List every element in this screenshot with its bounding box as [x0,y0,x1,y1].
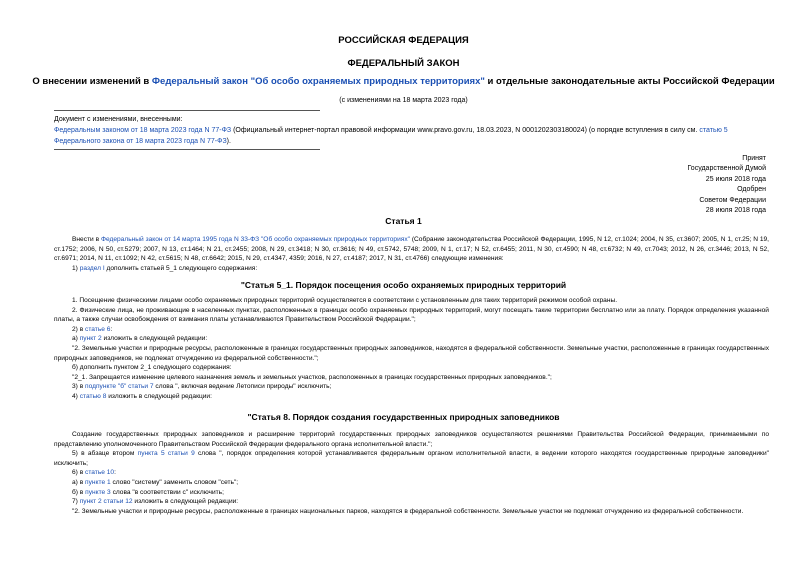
para-land: "2. Земельные участки и природные ресурсы, расположенные в границах государственных природных заповедников, находятся в федеральной собственности. Земельные участки, расположенные в границах государственных природных заповедников, не подлежат отчуждению из федеральной собственности."; [54,344,769,362]
item6b-post: слова "в соответствии с" исключить; [110,488,224,496]
approved-by: Советом Федерации [699,196,766,204]
country-heading: РОССИЙСКАЯ ФЕДЕРАЦИЯ [338,35,469,46]
item5-pre: 5) в абзаце втором [72,450,138,458]
doc-info-link-article[interactable]: статью 5 Федерального закона от 18 марта 2023 года N 77-ФЗ [54,127,728,145]
item1-post: дополнить статьей 5_1 следующего содержания: [104,264,258,272]
law-type-heading: ФЕДЕРАЛЬНЫЙ ЗАКОН [347,58,460,69]
item6b-pre: б) в [72,488,86,496]
item2-link[interactable]: статье 6 [85,325,111,333]
adoption-block [606,154,766,216]
item2-pre: 2) в [72,325,86,333]
item5-post: слова ", порядок определения которой устанавливается федеральным органом исполнительной власти, в ведении которого находятся государственные природные заповедники" исключить; [54,450,769,467]
item2a-post: изложить в следующей редакции: [101,335,208,343]
item6a-pre: а) в [72,478,86,486]
item6a-link[interactable]: пункте 1 [85,478,111,486]
item6a-post: слово "систему" заменить словом "сеть"; [110,478,239,486]
changes-note: (с изменениями на 18 марта 2023 года) [339,97,468,104]
intro-post: (Собрание законодательства Российской Федерации, 1995, N 12, ст.1024; 2004, N 35, ст.3607; 2005, N 1, ст.25; N 19, ст.1752; 2006, N 50, ст.5279; 2007, N 13, ст.1464; N 21, ст.2455; 2008, N 29, ст.3418; N 30, ст.3616; N 49, ст.5742, 5748; 2009, N 1, ст.17; N 52, ст.6455; 2011, N 30, ст.4590; N 48, ст.6732; N 49, ст.7043; 2012, N 26, ст.3446; 2013, N 52, ст.6971; 2014, N 11, ст.1092; N 42, ст.5615; N 48, ст.6642; 2015, N 29, ст.4347, 4359; 2016, N 27, ст.4187; 2017, N 31, ст.4766) следующие изменения: [54,236,770,263]
item3-pre: 3) в [72,383,86,391]
para-2-1: "2_1. Запрещается изменение целевого назначения земель и земельных участков, расположенных в границах государственных природных заповедников."; [72,373,552,381]
para-visit: 1. Посещение физическими лицами особо охраняемых природных территорий осуществляется в соответствии с установленным для таких территорий режимом особой охраны. [72,297,618,304]
item4-pre: 4) [72,392,80,400]
item1-link[interactable]: раздел I [79,264,105,272]
accepted-by: Государственной Думой [687,165,766,173]
doc-info-intro: Документ с изменениями, внесенными: [54,116,183,123]
intro-law-link[interactable]: Федеральный закон от 14 марта 1995 года N 33-ФЗ "Об особо охраняемых природных территориях" [100,236,410,243]
law-title [0,76,807,87]
para-parks-land: "2. Земельные участки и природные ресурсы, расположенные в границах национальных парков, находятся в федеральной собственности. Земельные участки не подлежат отчуждению из федеральной собственности. [72,507,744,515]
para-creation: Создание государственных природных заповедников и расширение территорий государственных природных заповедников осуществляются решениями Правительства Российской Федерации, принимаемыми по представлению уполномоченного Правительством Российской Федерации федерального органа исполнительной власти."; [54,431,769,448]
article-5-1-heading: "Статья 5_1. Порядок посещения особо охраняемых природных территорий [240,280,567,290]
item2a-pre: а) [72,335,80,343]
approved-date: 28 июля 2018 года [705,207,766,215]
law-title-post: и отдельные законодательные акты Российской Федерации [484,76,775,87]
item6-post: : [114,469,116,477]
article-8-heading: "Статья 8. Порядок создания государственных природных заповедников [247,412,560,422]
item6-link[interactable]: статье 10 [85,469,115,477]
article-1-intro [54,235,769,273]
item3-post: слова ", включая ведение Летописи природы" исключить; [153,383,332,391]
item7-pre: 7) [72,498,80,506]
intro-pre: Внести в [72,236,101,243]
law-title-link[interactable]: Федеральный закон "Об особо охраняемых природных территориях" [151,76,485,87]
article-1-body-b [54,430,769,516]
item3-link[interactable]: подпункте "б" статьи 7 [85,383,154,391]
item2-post: : [110,325,113,333]
item2a-link[interactable]: пункт 2 [79,335,102,343]
item1-pre: 1) [72,264,80,272]
item4-link[interactable]: статью 8 [79,392,107,400]
accepted-date: 25 июля 2018 года [705,175,766,183]
para-item2b: б) дополнить пунктом 2_1 следующего содержания: [72,364,232,372]
doc-info-details: (Официальный интернет-портал правовой информации www.pravo.gov.ru, 18.03.2023, N 0001202303180024) (о порядке вступления в силу см. [231,127,700,134]
doc-info-text [54,125,774,147]
doc-info-box [54,114,774,147]
article-1-body-a [54,296,769,402]
item6-pre: 6) в [72,469,86,477]
item5-link[interactable]: пункта 5 статьи 9 [137,450,195,458]
item4-post: изложить в следующей редакции: [106,392,212,400]
doc-info-link-law[interactable]: Федеральным законом от 18 марта 2023 года N 77-ФЗ [54,127,232,134]
item6b-link[interactable]: пункте 3 [85,488,111,496]
para-fee: 2. Физические лица, не проживающие в населенных пунктах, расположенных в границах особо охраняемых природных территорий, могут посещать такие территории бесплатно или за плату. Порядок определения указанной платы, а также случаи освобождения от взимания платы устанавливаются Правительством Российской Федерации."; [54,306,769,324]
article-1-heading: Статья 1 [385,216,422,226]
item7-post: изложить в следующей редакции: [132,498,239,506]
item7-link[interactable]: пункт 2 статьи 12 [79,498,133,506]
accepted-label: Принят [742,155,766,162]
divider-top [54,110,320,111]
doc-info-end: ). [226,138,231,145]
approved-label: Одобрен [737,186,766,194]
divider-bottom [54,149,320,150]
law-title-pre: О внесении изменений в [32,76,152,87]
